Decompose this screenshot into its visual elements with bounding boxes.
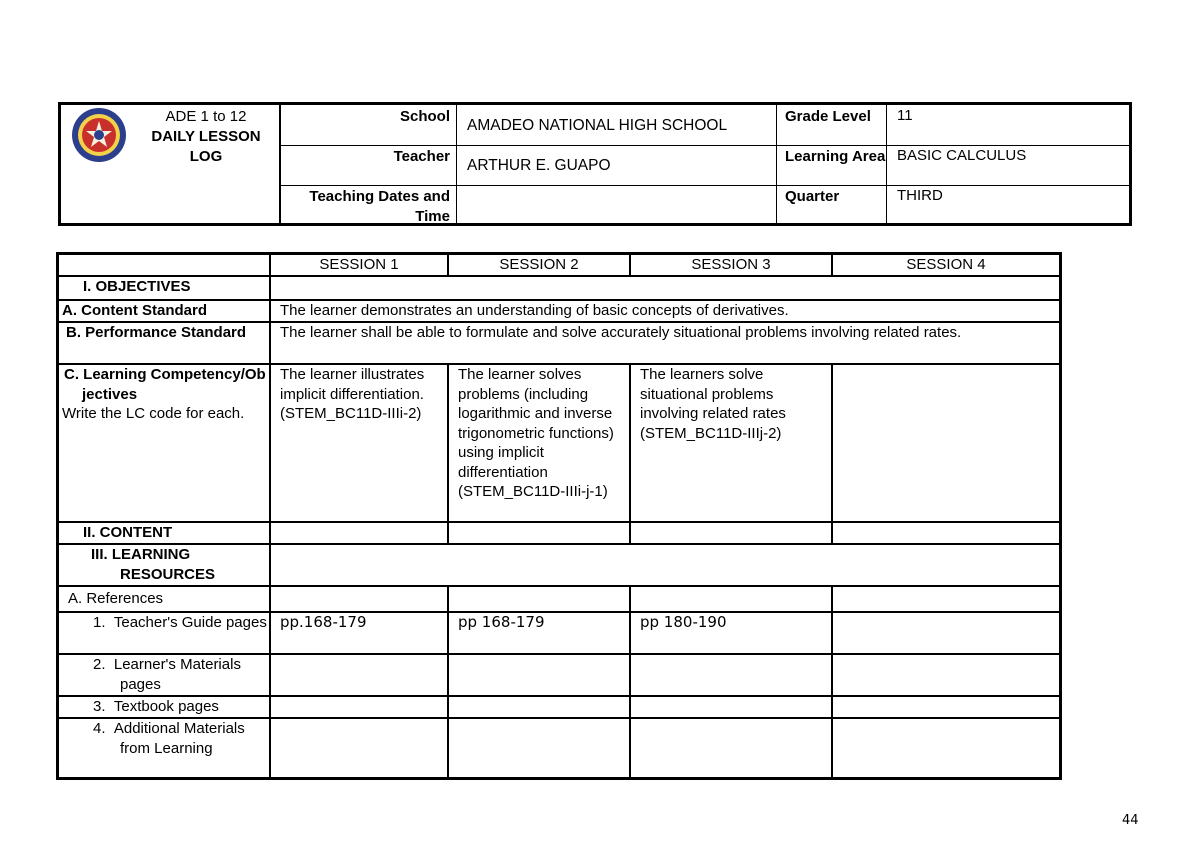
am-session-3 [629,719,831,777]
school-label: School [279,105,457,145]
additional-materials-label-wrap [93,719,267,758]
am-session-4 [831,719,1059,777]
content-row [59,523,1059,545]
teaching-dates-value [457,185,777,223]
am-session-2 [447,719,629,777]
performance-standard-row [59,323,1059,365]
performance-standard-label: B. Performance Standard [66,324,247,341]
performance-standard-text: The learner shall be able to formulate and solve accurately situational problems involving related rates. [269,323,1059,363]
teachers-guide-label: Teacher's Guide pages [113,614,267,631]
learners-materials-label-cell [59,655,269,695]
session-2-header: SESSION 2 [447,255,629,275]
teacher-value: ARTHUR E. GUAPO [457,145,777,185]
content-heading: II. CONTENT [83,524,173,541]
performance-standard-label-cell [59,323,269,363]
additional-materials-label-cell [59,719,269,777]
tg-pages-session-1: pp.168-179 [269,613,447,653]
lc-session-2: The learner solves problems (including logarithmic and inverse trigonometric functions) using implicit differentiation (STEM_BC11D-IIIi-j-1) [447,365,629,521]
references-session-1 [269,587,447,611]
title-line-2: DAILY LESSON [151,128,261,145]
item-number-3: 3. [93,698,114,715]
page-number: 44 [1122,813,1139,828]
quarter-value: THIRD [897,187,943,204]
header-table [58,102,1132,226]
teacher-label: Teacher [279,145,457,185]
teachers-guide-label-cell [59,613,269,653]
learners-materials-row [59,655,1059,697]
learning-resources-span-cell [269,545,1059,585]
content-session-3 [629,523,831,543]
lc-session-3: The learners solve situational problems involving related rates (STEM_BC11D-IIIj-2) [629,365,831,521]
lc-session-1: The learner illustrates implicit differentiation. (STEM_BC11D-IIIi-2) [269,365,447,521]
learning-competency-label-cell [59,365,269,521]
title-line-3: LOG [189,148,223,165]
references-session-2 [447,587,629,611]
teachers-guide-label-wrap [93,613,267,633]
references-session-3 [629,587,831,611]
tg-pages-session-4 [831,613,1059,653]
learning-resources-row [59,545,1059,587]
tg-pages-session-3: pp 180-190 [629,613,831,653]
tg-pages-session-2: pp 168-179 [447,613,629,653]
textbook-label-cell [59,697,269,717]
tb-pages-session-2 [447,697,629,717]
learning-resources-heading: III. LEARNING RESOURCES [91,546,216,583]
tb-pages-session-4 [831,697,1059,717]
lm-pages-session-2 [447,655,629,695]
logo-cell [61,105,281,223]
learning-competency-row [59,365,1059,523]
lm-pages-session-4 [831,655,1059,695]
teachers-guide-row [59,613,1059,655]
content-session-2 [447,523,629,543]
grade-level-label: Grade Level [777,105,887,145]
learners-materials-label-wrap [93,655,267,694]
content-session-1 [269,523,447,543]
tb-pages-session-1 [269,697,447,717]
references-session-4 [831,587,1059,611]
header-row-dates [279,185,1131,223]
lm-pages-session-1 [269,655,447,695]
learners-materials-label: Learner's Materials pages [113,656,241,693]
lesson-log-table [56,252,1062,780]
am-session-1 [269,719,447,777]
header-row-teacher [279,145,1131,186]
content-standard-text: The learner demonstrates an understanding of basic concepts of derivatives. [269,301,1059,321]
learning-competency-note: Write the LC code for each. [62,405,245,422]
item-number-2: 2. [93,656,114,673]
grade-level-value: 11 [897,107,913,124]
learning-area-value: BASIC CALCULUS [897,147,1027,164]
quarter-label: Quarter [777,185,887,223]
textbook-row [59,697,1059,719]
daily-lesson-log-title [141,107,271,167]
objectives-heading: I. OBJECTIVES [83,278,191,295]
blank-corner-cell [59,255,269,275]
textbook-label: Textbook pages [113,698,219,715]
session-4-header: SESSION 4 [831,255,1059,275]
session-header-row [59,255,1059,277]
additional-materials-label: Additional Materials from Learning [113,720,245,757]
session-3-header: SESSION 3 [629,255,831,275]
lc-session-4 [831,365,1059,521]
references-row [59,587,1059,613]
title-line-1: ADE 1 to 12 [165,108,247,125]
learning-area-label: Learning Area [777,145,887,185]
content-standard-row [59,301,1059,323]
content-session-4 [831,523,1059,543]
objectives-row [59,277,1059,301]
additional-materials-row [59,719,1059,777]
objectives-span-cell [269,277,1059,299]
header-row-school [279,105,1131,146]
deped-seal-icon [71,107,127,163]
teaching-dates-label: Teaching Dates and Time [279,185,457,223]
learning-competency-label: C. Learning Competency/Objectives [64,366,266,403]
references-label: A. References [68,590,164,607]
session-1-header: SESSION 1 [269,255,447,275]
tb-pages-session-3 [629,697,831,717]
learning-resources-label-cell [59,545,269,585]
lm-pages-session-3 [629,655,831,695]
item-number-4: 4. [93,720,114,737]
content-standard-label: A. Content Standard [62,302,207,319]
item-number-1: 1. [93,614,114,631]
school-value: AMADEO NATIONAL HIGH SCHOOL [457,105,777,145]
